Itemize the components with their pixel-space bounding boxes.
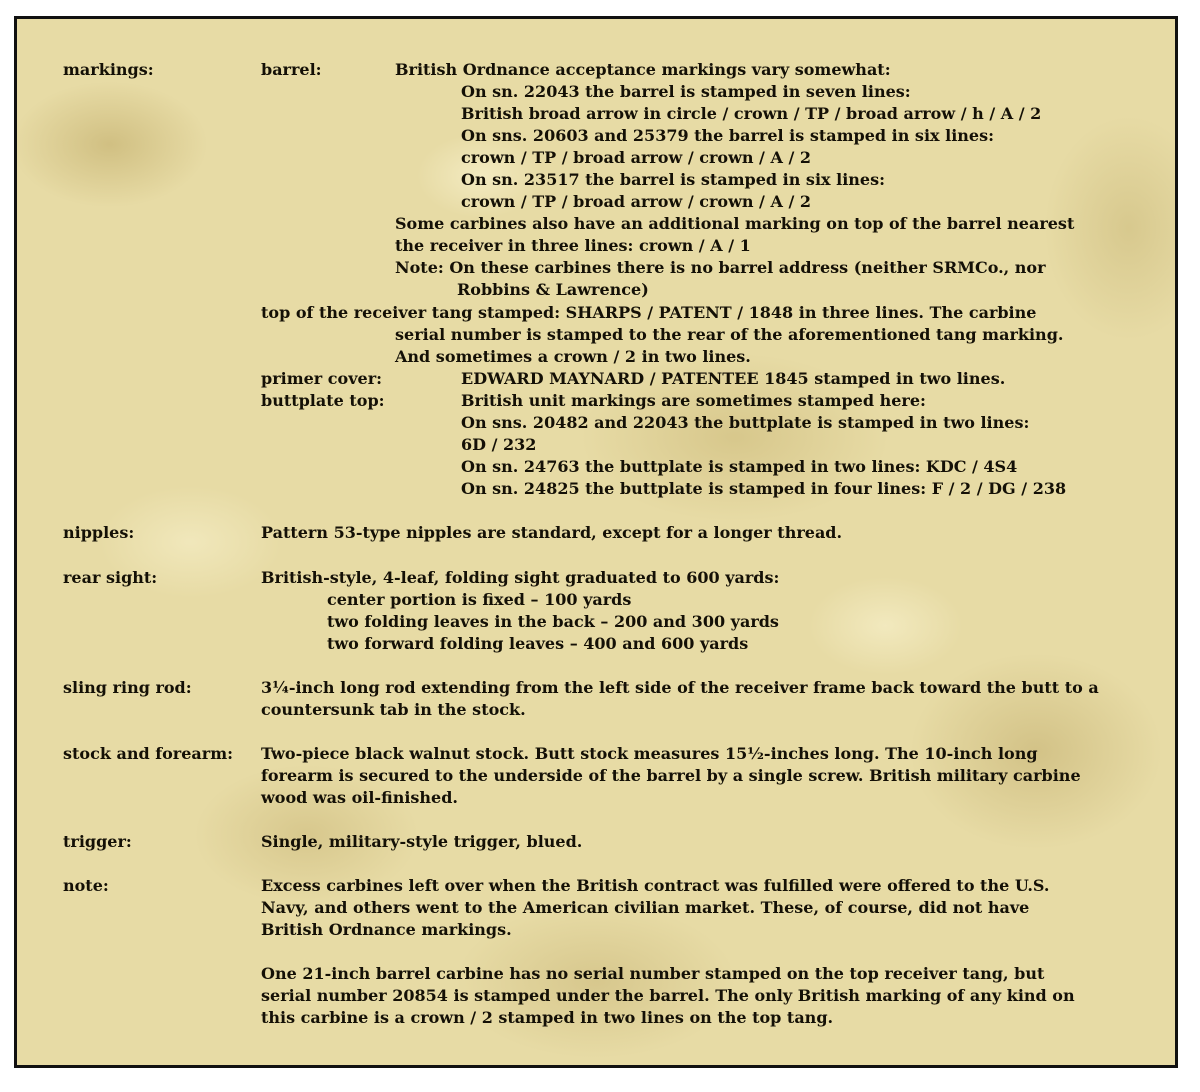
rear-sight-line: two folding leaves in the back – 200 and 300 yards — [327, 612, 779, 631]
spec-sheet-panel — [14, 16, 1178, 1068]
barrel-line: On sn. 22043 the barrel is stamped in seven lines: — [461, 82, 911, 101]
note-line: Navy, and others went to the American civilian market. These, of course, did not have — [261, 898, 1030, 917]
barrel-line: Some carbines also have an additional marking on top of the barrel nearest — [395, 214, 1075, 233]
barrel-line: On sns. 20603 and 25379 the barrel is stamped in six lines: — [461, 126, 995, 145]
stock-and-forearm-line: wood was oil-finished. — [261, 788, 458, 807]
sling-ring-rod-line: 3¼-inch long rod extending from the left side of the receiver frame back toward the butt to a — [261, 678, 1099, 697]
barrel-line: Note: On these carbines there is no barrel address (neither SRMCo., nor — [395, 258, 1046, 277]
sling-ring-rod-line: countersunk tab in the stock. — [261, 700, 526, 719]
note-line: this carbine is a crown / 2 stamped in two lines on the top tang. — [261, 1008, 834, 1027]
buttplate-line: 6D / 232 — [461, 435, 537, 454]
note-line: British Ordnance markings. — [261, 920, 512, 939]
stock-and-forearm-label: stock and forearm: — [63, 744, 234, 763]
barrel-line: crown / TP / broad arrow / crown / A / 2 — [461, 148, 811, 167]
rear-sight-line: center portion is fixed – 100 yards — [327, 590, 632, 609]
primer-cover-text: EDWARD MAYNARD / PATENTEE 1845 stamped in two lines. — [461, 369, 1006, 388]
stock-and-forearm-line: forearm is secured to the underside of the barrel by a single screw. British military carbine — [261, 766, 1081, 785]
rear-sight-line: British-style, 4-leaf, folding sight graduated to 600 yards: — [261, 568, 780, 587]
tang-line: top of the receiver tang stamped: SHARPS / PATENT / 1848 in three lines. The carbine — [261, 303, 1037, 322]
barrel-line: the receiver in three lines: crown / A / 1 — [395, 236, 751, 255]
barrel-label: barrel: — [261, 60, 322, 79]
tang-line: And sometimes a crown / 2 in two lines. — [395, 347, 751, 366]
primer-cover-label: primer cover: — [261, 369, 383, 388]
rear-sight-label: rear sight: — [63, 568, 158, 587]
barrel-line: Robbins & Lawrence) — [457, 280, 649, 299]
trigger-label: trigger: — [63, 832, 132, 851]
note-line: One 21-inch barrel carbine has no serial number stamped on the top receiver tang, but — [261, 964, 1045, 983]
stock-and-forearm-line: Two-piece black walnut stock. Butt stock measures 15½-inches long. The 10-inch long — [261, 744, 1038, 763]
nipples-label: nipples: — [63, 523, 135, 542]
markings-label: markings: — [63, 60, 154, 79]
buttplate-label: buttplate top: — [261, 391, 385, 410]
barrel-line: On sn. 23517 the barrel is stamped in six lines: — [461, 170, 886, 189]
barrel-line: British broad arrow in circle / crown / TP / broad arrow / h / A / 2 — [461, 104, 1042, 123]
note-label: note: — [63, 876, 109, 895]
note-line: Excess carbines left over when the British contract was fulfilled were offered to the U.S. — [261, 876, 1050, 895]
rear-sight-line: two forward folding leaves – 400 and 600 yards — [327, 634, 749, 653]
buttplate-line: On sns. 20482 and 22043 the buttplate is stamped in two lines: — [461, 413, 1030, 432]
sling-ring-rod-label: sling ring rod: — [63, 678, 192, 697]
barrel-line: crown / TP / broad arrow / crown / A / 2 — [461, 192, 811, 211]
trigger-text: Single, military-style trigger, blued. — [261, 832, 583, 851]
note-line: serial number 20854 is stamped under the barrel. The only British marking of any kind on — [261, 986, 1075, 1005]
nipples-text: Pattern 53-type nipples are standard, except for a longer thread. — [261, 523, 843, 542]
buttplate-line: On sn. 24763 the buttplate is stamped in two lines: KDC / 4S4 — [461, 457, 1018, 476]
barrel-line: British Ordnance acceptance markings vary somewhat: — [395, 60, 891, 79]
tang-line: serial number is stamped to the rear of the aforementioned tang marking. — [395, 325, 1064, 344]
buttplate-line: British unit markings are sometimes stamped here: — [461, 391, 926, 410]
buttplate-line: On sn. 24825 the buttplate is stamped in four lines: F / 2 / DG / 238 — [461, 479, 1067, 498]
